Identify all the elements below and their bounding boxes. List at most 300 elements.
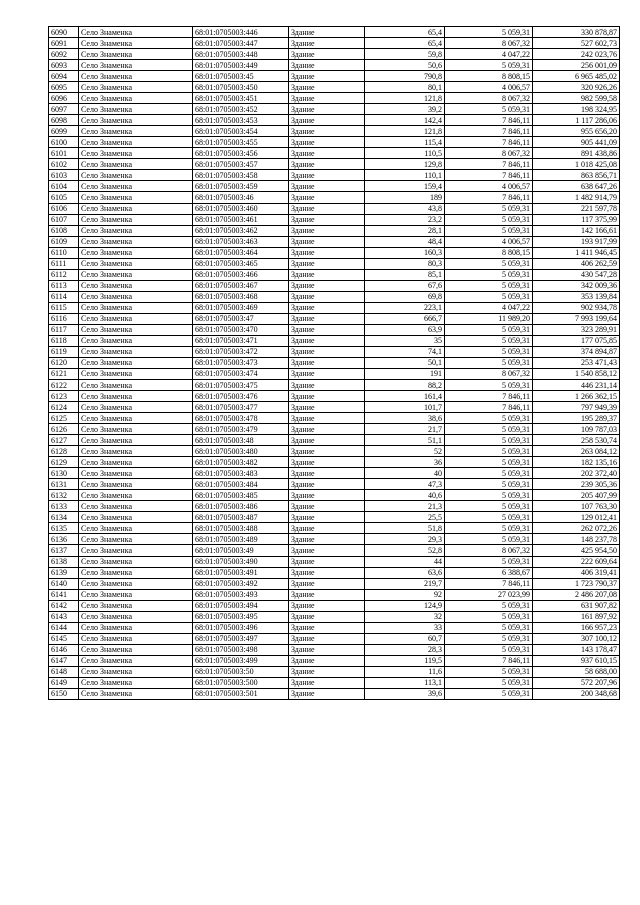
object-type-cell: Здание	[289, 644, 365, 655]
locality-cell: Село Знаменка	[79, 457, 193, 468]
locality-cell: Село Знаменка	[79, 523, 193, 534]
row-number-cell: 6142	[49, 600, 79, 611]
cadastral-value-cell: 902 934,78	[533, 302, 620, 313]
cadastral-number-cell: 68:01:0705003:484	[193, 479, 289, 490]
locality-cell: Село Знаменка	[79, 225, 193, 236]
specific-value-cell: 7 846,11	[445, 578, 533, 589]
specific-value-cell: 7 846,11	[445, 159, 533, 170]
cadastral-value-cell: 1 482 914,79	[533, 192, 620, 203]
area-cell: 40	[365, 468, 445, 479]
row-number-cell: 6121	[49, 368, 79, 379]
table-row	[49, 446, 620, 457]
cadastral-value-cell: 905 441,09	[533, 137, 620, 148]
specific-value-cell: 4 006,57	[445, 236, 533, 247]
table-row	[49, 600, 620, 611]
row-number-cell: 6094	[49, 71, 79, 82]
table-row	[49, 468, 620, 479]
row-number-cell: 6098	[49, 115, 79, 126]
object-type-cell: Здание	[289, 666, 365, 677]
cadastral-value-cell: 446 231,14	[533, 380, 620, 391]
table-row	[49, 115, 620, 126]
area-cell: 36	[365, 457, 445, 468]
cadastral-number-cell: 68:01:0705003:49	[193, 545, 289, 556]
cadastral-value-cell: 195 289,37	[533, 413, 620, 424]
object-type-cell: Здание	[289, 402, 365, 413]
row-number-cell: 6125	[49, 413, 79, 424]
cadastral-number-cell: 68:01:0705003:471	[193, 335, 289, 346]
cadastral-value-cell: 1 540 858,12	[533, 368, 620, 379]
object-type-cell: Здание	[289, 545, 365, 556]
cadastral-value-cell: 631 907,82	[533, 600, 620, 611]
area-cell: 88,2	[365, 380, 445, 391]
area-cell: 35	[365, 335, 445, 346]
cadastral-number-cell: 68:01:0705003:48	[193, 435, 289, 446]
object-type-cell: Здание	[289, 578, 365, 589]
area-cell: 29,3	[365, 534, 445, 545]
table-row	[49, 225, 620, 236]
locality-cell: Село Знаменка	[79, 49, 193, 60]
locality-cell: Село Знаменка	[79, 446, 193, 457]
row-number-cell: 6128	[49, 446, 79, 457]
row-number-cell: 6124	[49, 402, 79, 413]
cadastral-value-cell: 353 139,84	[533, 291, 620, 302]
table-row	[49, 413, 620, 424]
specific-value-cell: 5 059,31	[445, 214, 533, 225]
cadastral-value-cell: 129 012,41	[533, 512, 620, 523]
locality-cell: Село Знаменка	[79, 479, 193, 490]
table-row	[49, 247, 620, 258]
cadastral-number-cell: 68:01:0705003:477	[193, 402, 289, 413]
area-cell: 28,3	[365, 644, 445, 655]
row-number-cell: 6105	[49, 192, 79, 203]
object-type-cell: Здание	[289, 589, 365, 600]
area-cell: 219,7	[365, 578, 445, 589]
object-type-cell: Здание	[289, 512, 365, 523]
area-cell: 47,3	[365, 479, 445, 490]
table-row	[49, 71, 620, 82]
area-cell: 666,7	[365, 313, 445, 324]
locality-cell: Село Знаменка	[79, 501, 193, 512]
table-row	[49, 49, 620, 60]
table-row	[49, 203, 620, 214]
table-row	[49, 302, 620, 313]
specific-value-cell: 5 059,31	[445, 291, 533, 302]
table-row	[49, 269, 620, 280]
row-number-cell: 6103	[49, 170, 79, 181]
locality-cell: Село Знаменка	[79, 567, 193, 578]
locality-cell: Село Знаменка	[79, 578, 193, 589]
cadastral-value-cell: 430 547,28	[533, 269, 620, 280]
cadastral-number-cell: 68:01:0705003:485	[193, 490, 289, 501]
cadastral-number-cell: 68:01:0705003:449	[193, 60, 289, 71]
table-row	[49, 148, 620, 159]
row-number-cell: 6113	[49, 280, 79, 291]
locality-cell: Село Знаменка	[79, 126, 193, 137]
locality-cell: Село Знаменка	[79, 435, 193, 446]
table-row	[49, 93, 620, 104]
cadastral-number-cell: 68:01:0705003:452	[193, 104, 289, 115]
specific-value-cell: 8 067,32	[445, 545, 533, 556]
cadastral-value-cell: 374 894,87	[533, 346, 620, 357]
area-cell: 69,8	[365, 291, 445, 302]
cadastral-number-cell: 68:01:0705003:494	[193, 600, 289, 611]
table-row	[49, 313, 620, 324]
table-row	[49, 137, 620, 148]
locality-cell: Село Знаменка	[79, 214, 193, 225]
area-cell: 159,4	[365, 181, 445, 192]
area-cell: 115,4	[365, 137, 445, 148]
locality-cell: Село Знаменка	[79, 137, 193, 148]
locality-cell: Село Знаменка	[79, 644, 193, 655]
area-cell: 40,6	[365, 490, 445, 501]
object-type-cell: Здание	[289, 225, 365, 236]
table-row	[49, 170, 620, 181]
cadastral-value-cell: 198 324,95	[533, 104, 620, 115]
table-row	[49, 633, 620, 644]
cadastral-value-cell: 117 375,99	[533, 214, 620, 225]
cadastral-number-cell: 68:01:0705003:478	[193, 413, 289, 424]
cadastral-value-cell: 193 917,99	[533, 236, 620, 247]
object-type-cell: Здание	[289, 27, 365, 38]
locality-cell: Село Знаменка	[79, 71, 193, 82]
row-number-cell: 6123	[49, 391, 79, 402]
object-type-cell: Здание	[289, 600, 365, 611]
row-number-cell: 6118	[49, 335, 79, 346]
table-row	[49, 258, 620, 269]
object-type-cell: Здание	[289, 236, 365, 247]
table-row	[49, 60, 620, 71]
area-cell: 33	[365, 622, 445, 633]
table-row	[49, 611, 620, 622]
specific-value-cell: 5 059,31	[445, 424, 533, 435]
specific-value-cell: 5 059,31	[445, 677, 533, 688]
specific-value-cell: 5 059,31	[445, 600, 533, 611]
object-type-cell: Здание	[289, 611, 365, 622]
cadastral-value-cell: 863 856,71	[533, 170, 620, 181]
area-cell: 28,1	[365, 225, 445, 236]
cadastral-value-cell: 891 438,86	[533, 148, 620, 159]
row-number-cell: 6095	[49, 82, 79, 93]
locality-cell: Село Знаменка	[79, 468, 193, 479]
object-type-cell: Здание	[289, 258, 365, 269]
specific-value-cell: 5 059,31	[445, 688, 533, 699]
row-number-cell: 6140	[49, 578, 79, 589]
object-type-cell: Здание	[289, 291, 365, 302]
table-row	[49, 589, 620, 600]
table-row	[49, 104, 620, 115]
cadastral-value-cell: 1 723 790,37	[533, 578, 620, 589]
cadastral-number-cell: 68:01:0705003:454	[193, 126, 289, 137]
cadastral-number-cell: 68:01:0705003:489	[193, 534, 289, 545]
locality-cell: Село Знаменка	[79, 357, 193, 368]
cadastral-value-cell: 2 486 207,08	[533, 589, 620, 600]
row-number-cell: 6137	[49, 545, 79, 556]
cadastral-number-cell: 68:01:0705003:486	[193, 501, 289, 512]
object-type-cell: Здание	[289, 60, 365, 71]
specific-value-cell: 5 059,31	[445, 512, 533, 523]
table-row	[49, 501, 620, 512]
row-number-cell: 6090	[49, 27, 79, 38]
cadastral-number-cell: 68:01:0705003:499	[193, 655, 289, 666]
table-row	[49, 27, 620, 38]
cadastral-number-cell: 68:01:0705003:448	[193, 49, 289, 60]
row-number-cell: 6138	[49, 556, 79, 567]
row-number-cell: 6115	[49, 302, 79, 313]
locality-cell: Село Знаменка	[79, 269, 193, 280]
cadastral-value-cell: 307 100,12	[533, 633, 620, 644]
area-cell: 110,5	[365, 148, 445, 159]
cadastral-number-cell: 68:01:0705003:46	[193, 192, 289, 203]
object-type-cell: Здание	[289, 115, 365, 126]
table-row	[49, 655, 620, 666]
area-cell: 32	[365, 611, 445, 622]
area-cell: 129,8	[365, 159, 445, 170]
cadastral-value-cell: 202 372,40	[533, 468, 620, 479]
table-row	[49, 644, 620, 655]
locality-cell: Село Знаменка	[79, 313, 193, 324]
row-number-cell: 6144	[49, 622, 79, 633]
table-body	[49, 27, 620, 700]
cadastral-value-cell: 222 609,64	[533, 556, 620, 567]
cadastral-number-cell: 68:01:0705003:47	[193, 313, 289, 324]
row-number-cell: 6106	[49, 203, 79, 214]
cadastral-number-cell: 68:01:0705003:467	[193, 280, 289, 291]
cadastral-value-cell: 109 787,03	[533, 424, 620, 435]
cadastral-value-cell: 638 647,26	[533, 181, 620, 192]
cadastral-number-cell: 68:01:0705003:469	[193, 302, 289, 313]
object-type-cell: Здание	[289, 137, 365, 148]
row-number-cell: 6091	[49, 38, 79, 49]
row-number-cell: 6147	[49, 655, 79, 666]
specific-value-cell: 7 846,11	[445, 115, 533, 126]
specific-value-cell: 5 059,31	[445, 490, 533, 501]
cadastral-value-cell: 142 166,61	[533, 225, 620, 236]
area-cell: 11,6	[365, 666, 445, 677]
cadastral-value-cell: 406 319,41	[533, 567, 620, 578]
table-row	[49, 545, 620, 556]
area-cell: 142,4	[365, 115, 445, 126]
object-type-cell: Здание	[289, 357, 365, 368]
specific-value-cell: 8 067,32	[445, 368, 533, 379]
table-row	[49, 424, 620, 435]
specific-value-cell: 5 059,31	[445, 622, 533, 633]
cadastral-number-cell: 68:01:0705003:464	[193, 247, 289, 258]
cadastral-value-cell: 320 926,26	[533, 82, 620, 93]
row-number-cell: 6101	[49, 148, 79, 159]
locality-cell: Село Знаменка	[79, 192, 193, 203]
specific-value-cell: 5 059,31	[445, 644, 533, 655]
locality-cell: Село Знаменка	[79, 534, 193, 545]
locality-cell: Село Знаменка	[79, 159, 193, 170]
object-type-cell: Здание	[289, 313, 365, 324]
locality-cell: Село Знаменка	[79, 622, 193, 633]
cadastral-number-cell: 68:01:0705003:476	[193, 391, 289, 402]
area-cell: 121,8	[365, 93, 445, 104]
cadastral-value-cell: 1 117 286,06	[533, 115, 620, 126]
row-number-cell: 6131	[49, 479, 79, 490]
object-type-cell: Здание	[289, 622, 365, 633]
cadastral-number-cell: 68:01:0705003:460	[193, 203, 289, 214]
table-row	[49, 523, 620, 534]
area-cell: 59,8	[365, 49, 445, 60]
area-cell: 25,5	[365, 512, 445, 523]
area-cell: 121,8	[365, 126, 445, 137]
row-number-cell: 6100	[49, 137, 79, 148]
table-row	[49, 324, 620, 335]
cadastral-value-cell: 107 763,30	[533, 501, 620, 512]
row-number-cell: 6097	[49, 104, 79, 115]
object-type-cell: Здание	[289, 214, 365, 225]
row-number-cell: 6132	[49, 490, 79, 501]
locality-cell: Село Знаменка	[79, 413, 193, 424]
specific-value-cell: 4 047,22	[445, 49, 533, 60]
specific-value-cell: 5 059,31	[445, 203, 533, 214]
table-row	[49, 402, 620, 413]
cadastral-value-cell: 955 656,20	[533, 126, 620, 137]
object-type-cell: Здание	[289, 49, 365, 60]
locality-cell: Село Знаменка	[79, 93, 193, 104]
area-cell: 161,4	[365, 391, 445, 402]
cadastral-value-cell: 406 262,59	[533, 258, 620, 269]
table-row	[49, 280, 620, 291]
row-number-cell: 6149	[49, 677, 79, 688]
cadastral-value-cell: 221 597,78	[533, 203, 620, 214]
locality-cell: Село Знаменка	[79, 346, 193, 357]
locality-cell: Село Знаменка	[79, 633, 193, 644]
table-row	[49, 457, 620, 468]
object-type-cell: Здание	[289, 490, 365, 501]
specific-value-cell: 5 059,31	[445, 280, 533, 291]
cadastral-number-cell: 68:01:0705003:450	[193, 82, 289, 93]
table-row	[49, 291, 620, 302]
specific-value-cell: 5 059,31	[445, 104, 533, 115]
row-number-cell: 6096	[49, 93, 79, 104]
area-cell: 80,3	[365, 258, 445, 269]
cadastral-value-cell: 323 289,91	[533, 324, 620, 335]
cadastral-value-cell: 330 878,87	[533, 27, 620, 38]
cadastral-value-cell: 177 075,85	[533, 335, 620, 346]
locality-cell: Село Знаменка	[79, 324, 193, 335]
area-cell: 119,5	[365, 655, 445, 666]
object-type-cell: Здание	[289, 247, 365, 258]
cadastral-value-cell: 258 530,74	[533, 435, 620, 446]
cadastral-number-cell: 68:01:0705003:455	[193, 137, 289, 148]
area-cell: 48,4	[365, 236, 445, 247]
specific-value-cell: 5 059,31	[445, 357, 533, 368]
specific-value-cell: 8 808,15	[445, 71, 533, 82]
row-number-cell: 6129	[49, 457, 79, 468]
table-row	[49, 677, 620, 688]
cadastral-number-cell: 68:01:0705003:491	[193, 567, 289, 578]
area-cell: 191	[365, 368, 445, 379]
locality-cell: Село Знаменка	[79, 368, 193, 379]
cadastral-value-cell: 239 305,36	[533, 479, 620, 490]
cadastral-value-cell: 148 237,78	[533, 534, 620, 545]
locality-cell: Село Знаменка	[79, 677, 193, 688]
cadastral-number-cell: 68:01:0705003:473	[193, 357, 289, 368]
object-type-cell: Здание	[289, 192, 365, 203]
specific-value-cell: 5 059,31	[445, 611, 533, 622]
locality-cell: Село Знаменка	[79, 148, 193, 159]
locality-cell: Село Знаменка	[79, 335, 193, 346]
row-number-cell: 6136	[49, 534, 79, 545]
cadastral-number-cell: 68:01:0705003:497	[193, 633, 289, 644]
locality-cell: Село Знаменка	[79, 600, 193, 611]
cadastral-value-cell: 1 411 946,45	[533, 247, 620, 258]
row-number-cell: 6143	[49, 611, 79, 622]
locality-cell: Село Знаменка	[79, 391, 193, 402]
area-cell: 85,1	[365, 269, 445, 280]
specific-value-cell: 5 059,31	[445, 346, 533, 357]
row-number-cell: 6111	[49, 258, 79, 269]
object-type-cell: Здание	[289, 71, 365, 82]
cadastral-value-cell: 937 610,15	[533, 655, 620, 666]
table-row	[49, 479, 620, 490]
area-cell: 124,9	[365, 600, 445, 611]
cadastral-number-cell: 68:01:0705003:498	[193, 644, 289, 655]
area-cell: 39,6	[365, 688, 445, 699]
table-row	[49, 192, 620, 203]
area-cell: 63,9	[365, 324, 445, 335]
specific-value-cell: 7 846,11	[445, 126, 533, 137]
row-number-cell: 6117	[49, 324, 79, 335]
cadastral-value-cell: 205 407,99	[533, 490, 620, 501]
object-type-cell: Здание	[289, 556, 365, 567]
specific-value-cell: 5 059,31	[445, 523, 533, 534]
table-row	[49, 435, 620, 446]
object-type-cell: Здание	[289, 523, 365, 534]
area-cell: 110,1	[365, 170, 445, 181]
table-row	[49, 512, 620, 523]
cadastral-value-cell: 342 009,36	[533, 280, 620, 291]
object-type-cell: Здание	[289, 567, 365, 578]
object-type-cell: Здание	[289, 446, 365, 457]
cadastral-number-cell: 68:01:0705003:451	[193, 93, 289, 104]
row-number-cell: 6127	[49, 435, 79, 446]
table-row	[49, 688, 620, 699]
specific-value-cell: 5 059,31	[445, 446, 533, 457]
row-number-cell: 6122	[49, 380, 79, 391]
locality-cell: Село Знаменка	[79, 38, 193, 49]
area-cell: 23,2	[365, 214, 445, 225]
table-row	[49, 38, 620, 49]
table-row	[49, 380, 620, 391]
table-row	[49, 181, 620, 192]
cadastral-number-cell: 68:01:0705003:465	[193, 258, 289, 269]
area-cell: 43,8	[365, 203, 445, 214]
object-type-cell: Здание	[289, 82, 365, 93]
area-cell: 63,6	[365, 567, 445, 578]
cadastral-number-cell: 68:01:0705003:487	[193, 512, 289, 523]
table-row	[49, 490, 620, 501]
cadastral-number-cell: 68:01:0705003:472	[193, 346, 289, 357]
object-type-cell: Здание	[289, 104, 365, 115]
row-number-cell: 6110	[49, 247, 79, 258]
cadastral-value-cell: 797 949,39	[533, 402, 620, 413]
specific-value-cell: 5 059,31	[445, 633, 533, 644]
row-number-cell: 6112	[49, 269, 79, 280]
object-type-cell: Здание	[289, 457, 365, 468]
locality-cell: Село Знаменка	[79, 236, 193, 247]
cadastral-number-cell: 68:01:0705003:45	[193, 71, 289, 82]
row-number-cell: 6116	[49, 313, 79, 324]
row-number-cell: 6120	[49, 357, 79, 368]
area-cell: 113,1	[365, 677, 445, 688]
locality-cell: Село Знаменка	[79, 380, 193, 391]
cadastral-value-cell: 1 018 425,08	[533, 159, 620, 170]
object-type-cell: Здание	[289, 170, 365, 181]
specific-value-cell: 4 006,57	[445, 181, 533, 192]
